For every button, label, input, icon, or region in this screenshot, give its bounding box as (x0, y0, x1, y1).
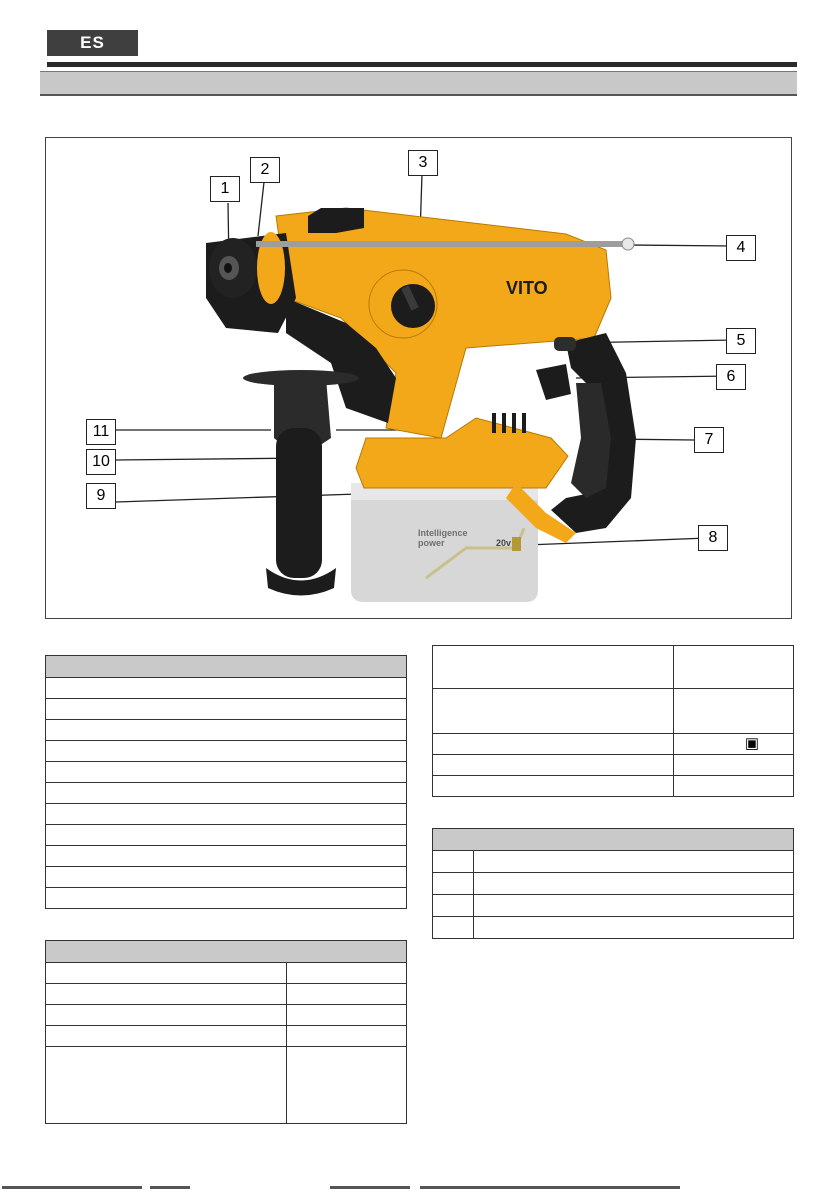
parts-list-table (45, 655, 407, 909)
table-row (46, 699, 407, 720)
table-row (433, 873, 474, 895)
lock-button (554, 337, 576, 351)
product-figure (45, 137, 792, 619)
table-row (46, 888, 407, 909)
callout-6: 6 (716, 364, 746, 390)
table-row (433, 689, 674, 734)
double-insulation-icon: ▣ (674, 734, 794, 755)
auxiliary-handle (243, 370, 359, 596)
table-row (46, 984, 287, 1005)
callout-10: 10 (86, 449, 116, 475)
header-rule (47, 62, 797, 67)
table-row (46, 678, 407, 699)
table-row (46, 1005, 287, 1026)
rotary-hammer-illustration (46, 138, 791, 618)
table-row (46, 1026, 287, 1047)
trigger (536, 364, 571, 400)
table-row (46, 1047, 287, 1124)
table-row (46, 963, 287, 984)
table-row (433, 646, 674, 689)
table-row (46, 804, 407, 825)
table-row (46, 825, 407, 846)
table-row (433, 776, 674, 797)
specifications-table-continued (432, 645, 794, 797)
callout-5: 5 (726, 328, 756, 354)
table-row (46, 762, 407, 783)
svg-text:power: power (418, 538, 445, 548)
table-row (433, 895, 474, 917)
callout-7: 7 (694, 427, 724, 453)
table-header (46, 941, 407, 963)
callout-9: 9 (86, 483, 116, 509)
footer-text-artifact (0, 1184, 840, 1192)
callout-1: 1 (210, 176, 240, 202)
table-header (46, 656, 407, 678)
callout-3: 3 (408, 150, 438, 176)
table-row (433, 755, 674, 776)
table-row (46, 720, 407, 741)
table-row (46, 867, 407, 888)
specifications-table (45, 940, 407, 1124)
language-tab: ES (47, 30, 138, 56)
callout-4: 4 (726, 235, 756, 261)
table-row (46, 783, 407, 804)
callout-2: 2 (250, 157, 280, 183)
section-title-bar (40, 71, 797, 96)
callout-8: 8 (698, 525, 728, 551)
table-row (46, 846, 407, 867)
symbols-legend-table (432, 828, 794, 939)
table-header (433, 829, 794, 851)
table-row (433, 917, 474, 939)
battery-voltage-text: 20v (496, 538, 512, 548)
callout-11: 11 (86, 419, 116, 445)
table-row (433, 734, 674, 755)
mode-selector (369, 270, 437, 338)
depth-rod (256, 241, 631, 247)
battery-brand-text: Intelligence (418, 528, 468, 538)
table-row (433, 851, 474, 873)
table-row (46, 741, 407, 762)
brand-logo: VITO (506, 278, 548, 298)
